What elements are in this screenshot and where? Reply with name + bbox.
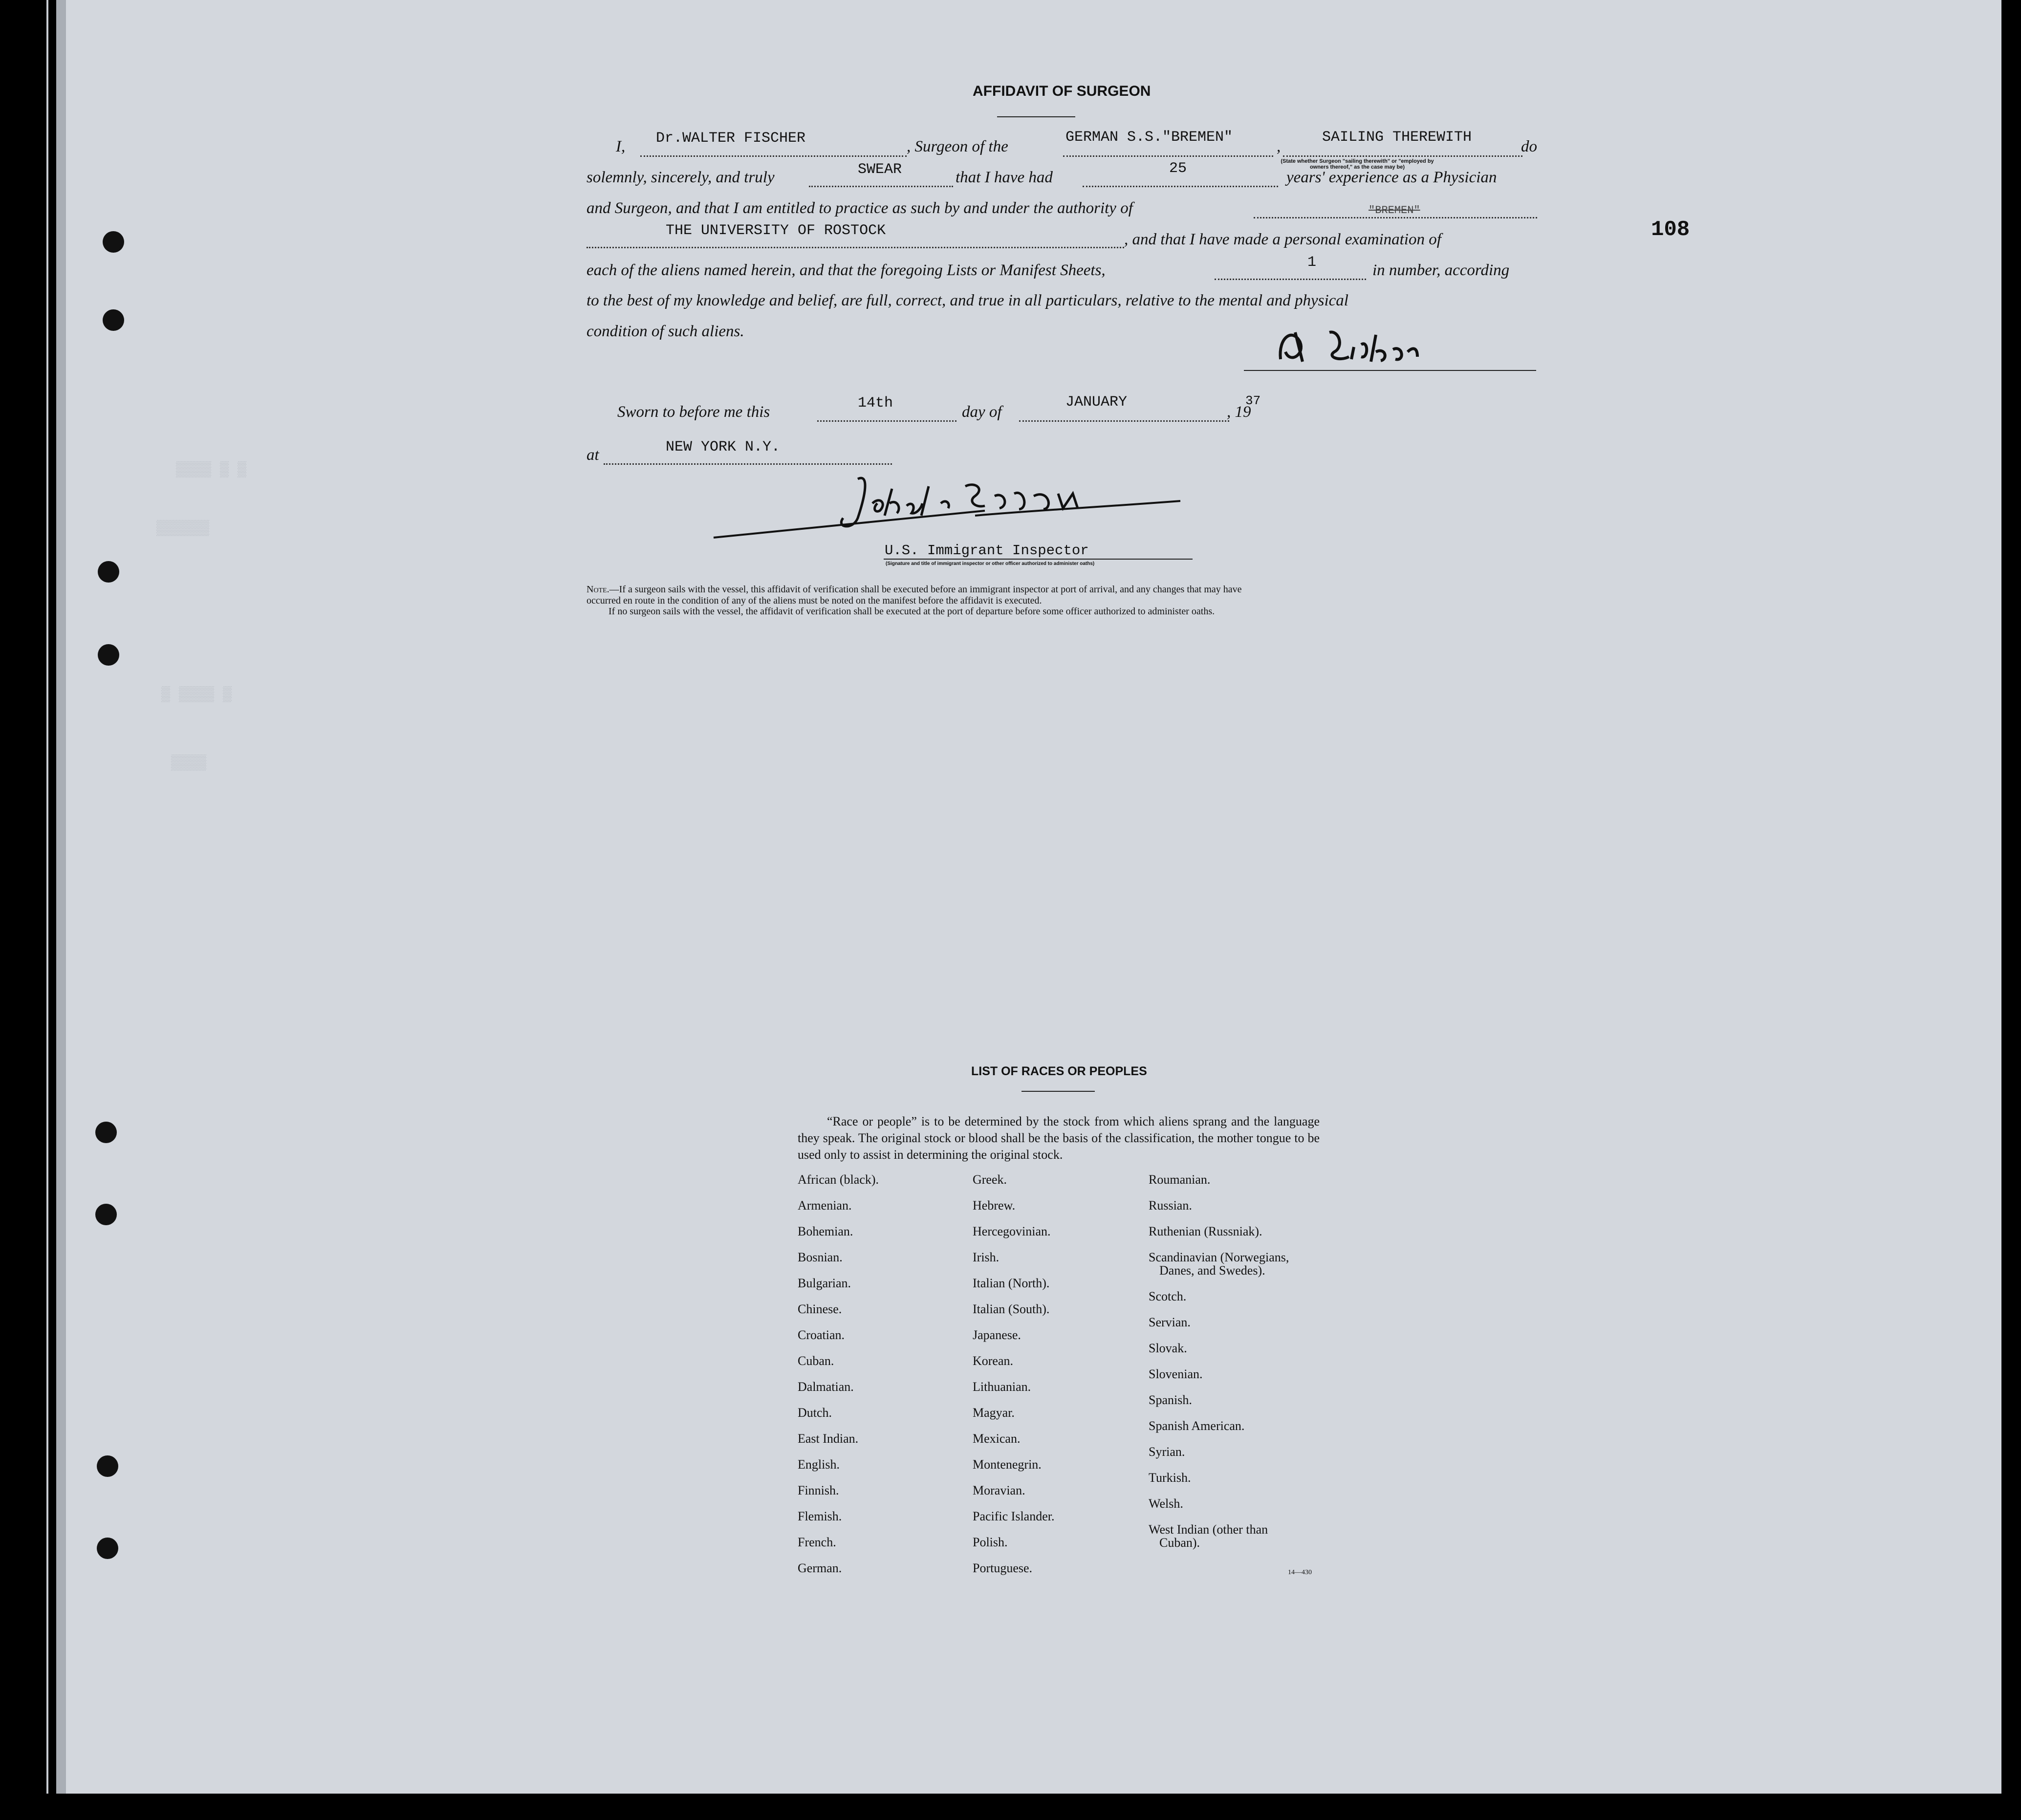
race-item: Russian. — [1149, 1198, 1192, 1213]
race-item-line: Danes, and Swedes). — [1159, 1263, 1265, 1278]
status-rule — [1283, 155, 1522, 157]
sworn-month-rule — [1019, 420, 1229, 422]
surgeon-signature-line — [1244, 370, 1536, 371]
race-item: Dalmatian. — [798, 1380, 854, 1394]
authority-value: THE UNIVERSITY OF ROSTOCK — [666, 222, 886, 239]
page-number: 108 — [1651, 217, 1690, 242]
sworn-day-rule — [817, 420, 956, 422]
authority-rule-2 — [587, 247, 1124, 248]
race-item-line: West Indian (other than — [1149, 1522, 1268, 1537]
race-item: Bulgarian. — [798, 1276, 851, 1290]
surgeon-of-label: , Surgeon of the — [907, 138, 1008, 155]
line5-suffix: in number, according — [1372, 261, 1510, 279]
race-item-line: Scandinavian (Norwegians, — [1149, 1250, 1289, 1264]
races-column-1 — [798, 1173, 879, 1587]
race-item: Polish. — [973, 1535, 1008, 1549]
race-item-line: Cuban). — [1159, 1536, 1200, 1550]
inspector-title: U.S. Immigrant Inspector — [885, 542, 1089, 559]
binder-hole — [95, 1122, 117, 1143]
form-number: 14—430 — [1288, 1569, 1312, 1576]
binder-hole — [103, 309, 124, 331]
race-item: Servian. — [1149, 1315, 1191, 1329]
races-intro: “Race or people” is to be determined by the stock from which aliens sprang and the language they speak. The original stock or blood shall be the basis of the classification, the mother tongue to be used only to assist in determining the original stock. — [798, 1114, 1320, 1162]
bleed-through-mark: ▒▒▒▒ ▒ ▒ — [176, 462, 247, 478]
note-text-1: —If a surgeon sails with the vessel, this affidavit of verification shall be executed before an immigrant inspector at port of arrival, and any changes that may have — [609, 584, 1242, 595]
race-item: Portuguese. — [973, 1561, 1033, 1575]
sworn-place: NEW YORK N.Y. — [666, 439, 781, 455]
race-item: Spanish. — [1149, 1393, 1192, 1407]
inspector-title-rule — [884, 559, 1193, 560]
race-item: Bosnian. — [798, 1250, 843, 1264]
race-item: Slovak. — [1149, 1341, 1187, 1355]
authority-rule-1 — [1254, 217, 1537, 218]
note-line-3: If no surgeon sails with the vessel, the affidavit of verification shall be executed at the port of departure before some officer authorized to administer oaths. — [608, 606, 1215, 617]
races-title-rule — [1021, 1091, 1095, 1092]
race-item: Ruthenian (Russniak). — [1149, 1224, 1262, 1238]
line1-suffix: do — [1521, 138, 1537, 155]
race-item: Turkish. — [1149, 1471, 1191, 1485]
race-item — [1149, 1523, 1289, 1550]
race-item: Japanese. — [973, 1328, 1021, 1342]
binder-hole — [97, 1455, 118, 1477]
surgeon-signature — [1271, 318, 1466, 371]
sheet-count: 1 — [1307, 254, 1317, 271]
races-column-3 — [1149, 1173, 1289, 1550]
sworn-day-of: day of — [962, 403, 1002, 421]
race-item: Slovenian. — [1149, 1367, 1203, 1381]
affidavit-title: AFFIDAVIT OF SURGEON — [973, 83, 1151, 99]
race-item: Montenegrin. — [973, 1457, 1042, 1472]
line5-prefix: each of the aliens named herein, and that the foregoing Lists or Manifest Sheets, — [587, 261, 1106, 279]
sworn-at: at — [587, 446, 599, 464]
race-item: Greek. — [973, 1172, 1007, 1187]
sworn-place-rule — [604, 463, 892, 465]
race-item: African (black). — [798, 1172, 879, 1187]
vessel-rule — [1063, 155, 1273, 157]
race-item: Korean. — [973, 1354, 1014, 1368]
race-item: Bohemian. — [798, 1224, 853, 1238]
race-item: Hebrew. — [973, 1198, 1016, 1213]
race-item: Roumanian. — [1149, 1172, 1211, 1187]
note-line-1 — [587, 584, 1242, 595]
page-edge — [46, 0, 48, 1794]
binder-hole — [98, 561, 119, 583]
binder-hole — [98, 644, 119, 666]
race-item: Irish. — [973, 1250, 1000, 1264]
bleed-through-mark: ▒▒▒▒▒▒ — [156, 520, 210, 537]
race-item: Mexican. — [973, 1431, 1021, 1446]
note-label: Note. — [587, 584, 609, 595]
race-item: Lithuanian. — [973, 1380, 1031, 1394]
line6: to the best of my knowledge and belief, are full, correct, and true in all particulars, relative to the mental and physical — [587, 292, 1348, 309]
years-rule — [1083, 186, 1278, 187]
line2-prefix: solemnly, sincerely, and truly — [587, 169, 775, 186]
oath-rule — [809, 186, 953, 187]
years-value: 25 — [1169, 160, 1187, 177]
binder-hole — [103, 231, 124, 253]
inspector-signature — [711, 469, 1190, 542]
struck-value: "BREMEN" — [1369, 204, 1420, 217]
race-item: Finnish. — [798, 1483, 839, 1497]
binding-strip — [56, 0, 66, 1794]
race-item: Welsh. — [1149, 1496, 1183, 1511]
line4-suffix: , and that I have made a personal examination of — [1124, 231, 1441, 248]
binder-hole — [95, 1204, 117, 1225]
race-item: Flemish. — [798, 1509, 842, 1523]
race-item: Armenian. — [798, 1198, 852, 1213]
race-item: Syrian. — [1149, 1445, 1185, 1459]
races-column-2 — [973, 1173, 1055, 1587]
sheet-count-rule — [1215, 279, 1366, 280]
race-item: East Indian. — [798, 1431, 859, 1446]
race-item: Croatian. — [798, 1328, 845, 1342]
inspector-caption: (Signature and title of immigrant inspector or other officer authorized to administer oaths) — [886, 561, 1095, 566]
line3-text: and Surgeon, and that I am entitled to practice as such by and under the authority of — [587, 199, 1133, 217]
race-item: Chinese. — [798, 1302, 842, 1316]
surgeon-name-rule — [640, 155, 907, 157]
races-title: LIST OF RACES OR PEOPLES — [971, 1064, 1147, 1078]
race-item: Dutch. — [798, 1406, 832, 1420]
race-item: French. — [798, 1535, 836, 1549]
oath-value: SWEAR — [858, 161, 902, 178]
race-item: Italian (North). — [973, 1276, 1050, 1290]
sworn-day: 14th — [858, 395, 893, 412]
bleed-through-mark: ▒ ▒▒▒▒ ▒ — [161, 687, 232, 703]
race-item: Scotch. — [1149, 1289, 1187, 1303]
sworn-year-prefix: , 19 — [1227, 403, 1251, 421]
binder-hole — [97, 1538, 118, 1559]
title-rule — [997, 116, 1075, 117]
race-item: German. — [798, 1561, 842, 1575]
race-item: English. — [798, 1457, 840, 1472]
sworn-year: 37 — [1245, 393, 1261, 408]
sworn-prefix: Sworn to before me this — [617, 403, 770, 421]
race-item: Cuban. — [798, 1354, 834, 1368]
comma: , — [1277, 138, 1281, 155]
line1-prefix: I, — [616, 138, 626, 155]
sworn-month: JANUARY — [1065, 394, 1128, 411]
bleed-through-mark: ▒▒▒▒ — [171, 755, 207, 772]
race-item: Hercegovinian. — [973, 1224, 1051, 1238]
surgeon-name: Dr.WALTER FISCHER — [656, 130, 806, 147]
race-item: Italian (South). — [973, 1302, 1050, 1316]
line7: condition of such aliens. — [587, 323, 744, 340]
race-item: Magyar. — [973, 1406, 1015, 1420]
note-line-2: occurred en route in the condition of any of the aliens must be noted on the manifest before the affidavit is executed. — [587, 595, 1042, 606]
surgeon-status: SAILING THEREWITH — [1322, 129, 1472, 146]
race-item: Spanish American. — [1149, 1419, 1245, 1433]
vessel-name: GERMAN S.S."BREMEN" — [1065, 129, 1233, 146]
race-item: Pacific Islander. — [973, 1509, 1055, 1523]
line2-suffix: years' experience as a Physician — [1286, 169, 1497, 186]
line2-mid: that I have had — [956, 169, 1053, 186]
race-item: Moravian. — [973, 1483, 1025, 1497]
race-item — [1149, 1251, 1289, 1290]
status-hint: (State whether Surgeon "sailing therewith" or "employed by owners thereof," as the case may be) — [1281, 158, 1434, 170]
